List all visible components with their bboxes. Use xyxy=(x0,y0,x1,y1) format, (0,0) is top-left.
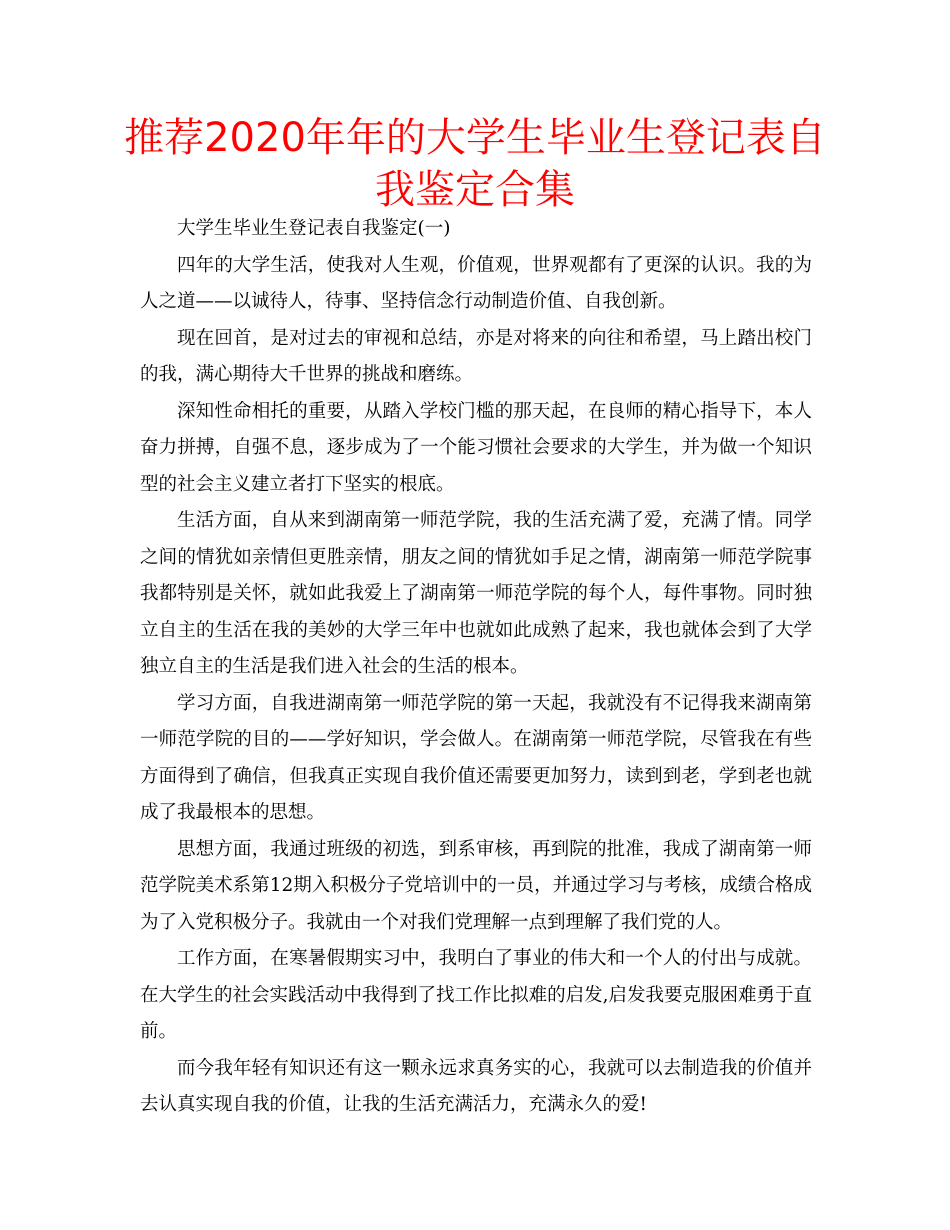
document-body xyxy=(140,211,812,1124)
body-paragraph: 生活方面，自从来到湖南第一师范学院，我的生活充满了爱，充满了情。同学之间的情犹如亲情但更胜亲情，朋友之间的情犹如手足之情，湖南第一师范学院事我都特别是关怀，就如此我爱上了湖南第一师范学院的每个人，每件事物。同时独立自主的生活在我的美妙的大学三年中也就如此成熟了起来，我也就体会到了大学独立自主的生活是我们进入社会的生活的根本。 xyxy=(140,510,812,677)
body-paragraph: 四年的大学生活，使我对人生观，价值观，世界观都有了更深的认识。我的为人之道——以诚待人，待事、坚持信念行动制造价值、自我创新。 xyxy=(140,254,812,312)
document-title: 推荐2020年年的大学生毕业生登记表自我鉴定合集 xyxy=(124,115,826,213)
body-paragraph: 现在回首，是对过去的审视和总结，亦是对将来的向往和希望，马上踏出校门的我，满心期待大千世界的挑战和磨练。 xyxy=(140,327,812,385)
body-paragraph: 学习方面，自我进湖南第一师范学院的第一天起，我就没有不记得我来湖南第一师范学院的目的——学好知识，学会做人。在湖南第一师范学院，尽管我在有些方面得到了确信，但我真正实现自我价值还需要更加努力，读到到老，学到老也就成了我最根本的思想。 xyxy=(140,692,812,823)
body-paragraph: 工作方面，在寒暑假期实习中，我明白了事业的伟大和一个人的付出与成就。在大学生的社会实践活动中我得到了找工作比拟难的启发,启发我要克服困难勇于直前。 xyxy=(140,948,812,1042)
body-paragraph: 思想方面，我通过班级的初选，到系审核，再到院的批准，我成了湖南第一师范学院美术系第12期入积极分子党培训中的一员，并通过学习与考核，成绩合格成为了入党积极分子。我就由一个对我们党理解一点到理解了我们党的人。 xyxy=(140,838,812,933)
body-paragraph: 而今我年轻有知识还有这一颗永远求真务实的心，我就可以去制造我的价值并去认真实现自我的价值，让我的生活充满活力，充满永久的爱! xyxy=(140,1057,812,1115)
body-paragraph: 深知性命相托的重要，从踏入学校门槛的那天起，在良师的精心指导下，本人奋力拼搏，自强不息，逐步成为了一个能习惯社会要求的大学生，并为做一个知识型的社会主义建立者打下坚实的根底。 xyxy=(140,400,812,495)
section-heading: 大学生毕业生登记表自我鉴定(一) xyxy=(177,218,451,239)
